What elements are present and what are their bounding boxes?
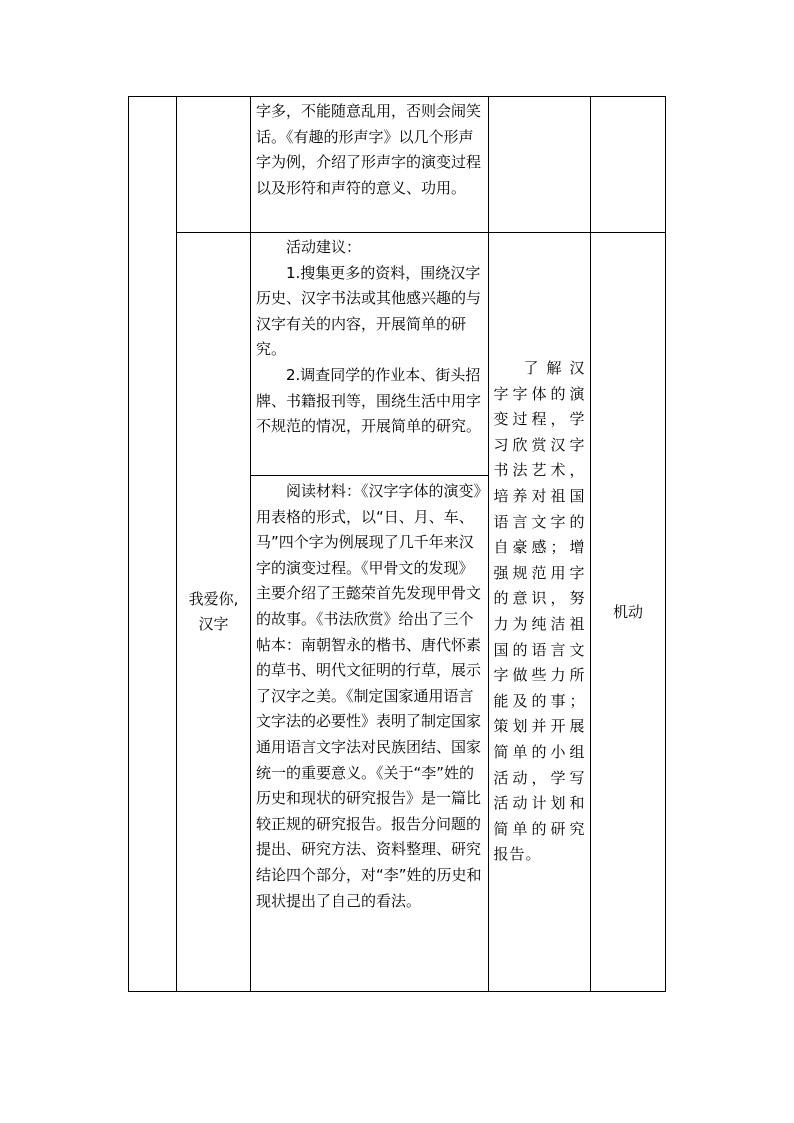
table-bottom-border	[128, 991, 666, 992]
reading-text: 阅读材料：《汉字字体的演变》用表格的形式，以“日、月、车、马”四个字为例展现了几千年来汉字的演变过程。《甲骨文的发现》主要介绍了王懿荣首先发现甲骨文的故事。《书法欣赏》给出了三个帖本：南朝智永的楷书、唐代怀素的草书、明代文征明的行草，展示了汉字之美。《制定国家通用语言文字法的必要性》表明了制定国家通用语言文字法对民族团结、国家统一的重要意义。《关于“李”姓的历史和现状的研究报告》是一篇比较正规的研究报告。报告分问题的提出、研究方法、资料整理、研究结论四个部分，对“李”姓的历史和现状提出了自己的看法。	[256, 482, 482, 910]
reading-materials	[256, 479, 486, 914]
unit-title: 我爱你,汉字	[188, 590, 239, 633]
column-line-6	[665, 96, 666, 992]
top-row-content	[256, 99, 486, 201]
learning-goals-text: 了解汉字字体的演变过程，学习欣赏汉字书法艺术，培养对祖国语言文字的自豪感；增强规范用字的意识，努力为纯洁祖国的语言文字做些力所能及的事；策划并开展简单的小组活动，学写活动计划和简单的研究报告。	[493, 359, 586, 864]
column-line-3	[250, 96, 251, 992]
learning-goals-cell	[489, 233, 590, 991]
hours-cell	[591, 233, 665, 991]
activity-suggestions	[256, 235, 486, 440]
activity-item-1: 1.搜集更多的资料，围绕汉字历史、汉字书法或其他感兴趣的与汉字有关的内容，开展简单的研究。	[256, 263, 482, 359]
unit-title-cell	[177, 233, 250, 991]
hours-value: 机动	[612, 602, 643, 621]
table-top-border	[128, 96, 666, 97]
activity-item-2: 2.调查同学的作业本、街头招牌、书籍报刊等，围绕生活中用字不规范的情况，开展简单的研究。	[256, 365, 482, 436]
activity-heading: 活动建议：	[286, 238, 362, 256]
column-line-1	[128, 96, 129, 992]
top-row-text: 字多，不能随意乱用，否则会闹笑话。《有趣的形声字》以几个形声字为例，介绍了形声字的演变过程以及形符和声符的意义、功用。	[256, 102, 482, 197]
content-divider	[250, 475, 488, 476]
